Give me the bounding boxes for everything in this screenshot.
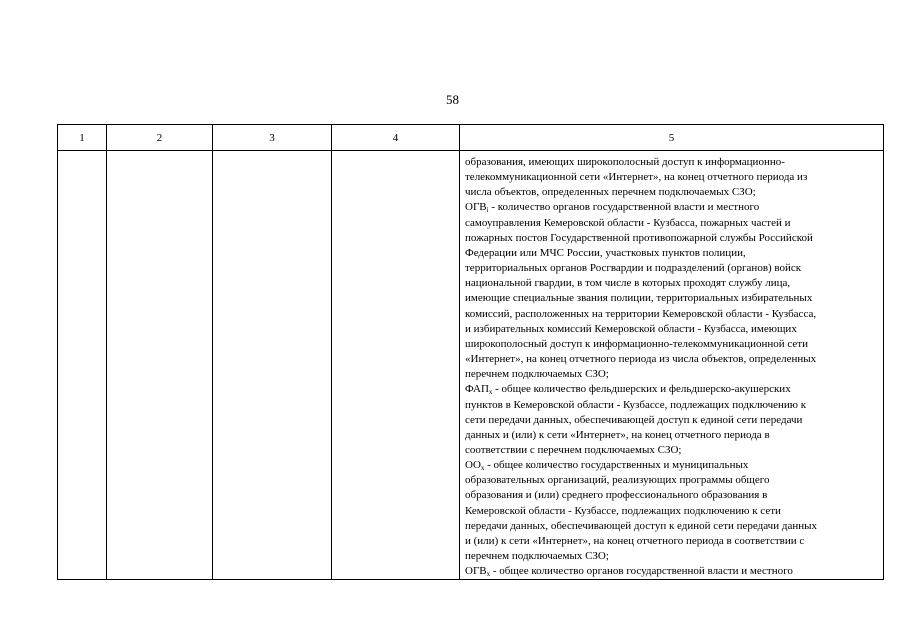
column-header-2: 2 — [107, 125, 213, 151]
text-line-main: пожарных постов Государственной противопожарной службы Российской — [465, 231, 813, 244]
text-line — [465, 261, 879, 276]
text-line-main: соответствии с перечнем подключаемых СЗО; — [465, 443, 682, 456]
text-line-main: образования и (или) среднего профессионального образования в — [465, 489, 768, 502]
text-line-rest: - общее количество фельдшерских и фельдшерско-акушерских — [492, 383, 791, 396]
text-line — [465, 534, 879, 549]
text-line-subscript: x — [488, 388, 493, 397]
text-line-main: «Интернет», на конец отчетного периода из числа объектов, определенных — [465, 353, 817, 366]
text-line-main: и (или) к сети «Интернет», на конец отчетного периода в соответствии с — [465, 534, 805, 547]
table-header-row — [58, 125, 884, 151]
text-line-rest: - общее количество государственных и муниципальных — [484, 459, 749, 472]
text-line-main: ОГВ — [465, 201, 487, 214]
text-line-main: перечнем подключаемых СЗО; — [465, 368, 609, 381]
text-line — [465, 519, 879, 534]
text-line — [465, 428, 879, 443]
column-header-3: 3 — [213, 125, 332, 151]
text-line — [465, 170, 879, 185]
text-line — [465, 443, 879, 458]
text-line-main: Федерации или МЧС России, участковых пунктов полиции, — [465, 246, 746, 259]
text-line — [465, 549, 879, 564]
text-line — [465, 382, 879, 397]
text-line-main: перечнем подключаемых СЗО; — [465, 550, 609, 563]
column-header-1: 1 — [58, 125, 107, 151]
text-line — [465, 291, 879, 306]
column-header-4: 4 — [332, 125, 460, 151]
text-line — [465, 488, 879, 503]
text-line — [465, 322, 879, 337]
text-line — [465, 185, 879, 200]
text-line — [465, 367, 879, 382]
text-line — [465, 564, 879, 579]
text-line-main: пунктов в Кемеровской области - Кузбассе, подлежащих подключению к — [465, 398, 807, 411]
text-line-subscript: x — [486, 570, 491, 579]
text-line-main: ОГВ — [465, 565, 487, 578]
text-line-main: числа объектов, определенных перечнем подключаемых СЗО; — [465, 186, 756, 199]
text-line-main: ФАП — [465, 383, 489, 396]
table-row — [58, 151, 884, 580]
text-line-main: телекоммуникационной сети «Интернет», на конец отчетного периода из — [465, 171, 808, 184]
text-line-main: самоуправления Кемеровской области - Кузбасса, пожарных частей и — [465, 216, 791, 229]
text-line-main: образовательных организаций, реализующих программы общего — [465, 474, 770, 487]
text-line-main: имеющие специальные звания полиции, территориальных избирательных — [465, 292, 813, 305]
text-line-main: данных и (или) к сети «Интернет», на конец отчетного периода в — [465, 428, 770, 441]
text-line-subscript: i — [486, 206, 489, 215]
text-line — [465, 398, 879, 413]
text-line — [465, 155, 879, 170]
cell-col-3 — [213, 151, 332, 580]
cell-col-5-text — [460, 151, 884, 580]
text-line — [465, 246, 879, 261]
text-line — [465, 276, 879, 291]
text-line-rest: - общее количество органов государственной власти и местного — [490, 565, 793, 578]
text-line-rest: - количество органов государственной власти и местного — [488, 201, 760, 214]
cell-col-2 — [107, 151, 213, 580]
column-header-5: 5 — [460, 125, 884, 151]
text-line — [465, 458, 879, 473]
text-line-main: Кемеровской области - Кузбассе, подлежащих подключению к сети — [465, 504, 781, 517]
text-line-main: и избирательных комиссий Кемеровской области - Кузбасса, имеющих — [465, 322, 797, 335]
text-line — [465, 352, 879, 367]
text-line-main: широкополосный доступ к информационно-телекоммуникационной сети — [465, 337, 808, 350]
text-line-main: ОО — [465, 459, 481, 472]
text-line — [465, 413, 879, 428]
text-line-main: территориальных органов Росгвардии и подразделений (органов) войск — [465, 262, 802, 275]
text-line-main: национальной гвардии, в том числе в которых проходят службу лица, — [465, 277, 791, 290]
text-line-main: образования, имеющих широкополосный доступ к информационно- — [465, 156, 785, 168]
page-number: 58 — [446, 92, 459, 107]
text-line-subscript: x — [480, 464, 485, 473]
text-line — [465, 200, 879, 215]
text-line — [465, 504, 879, 519]
document-table — [57, 124, 884, 580]
cell-col-1 — [58, 151, 107, 580]
text-line — [465, 473, 879, 488]
text-line — [465, 307, 879, 322]
text-line — [465, 231, 879, 246]
text-line-main: комиссий, расположенных на территории Кемеровской области - Кузбасса, — [465, 307, 817, 320]
cell-col-4 — [332, 151, 460, 580]
text-line-main: передачи данных, обеспечивающей доступ к единой сети передачи данных — [465, 519, 817, 532]
text-line-main: сети передачи данных, обеспечивающей доступ к единой сети передачи — [465, 413, 803, 426]
text-line — [465, 337, 879, 352]
text-line — [465, 216, 879, 231]
